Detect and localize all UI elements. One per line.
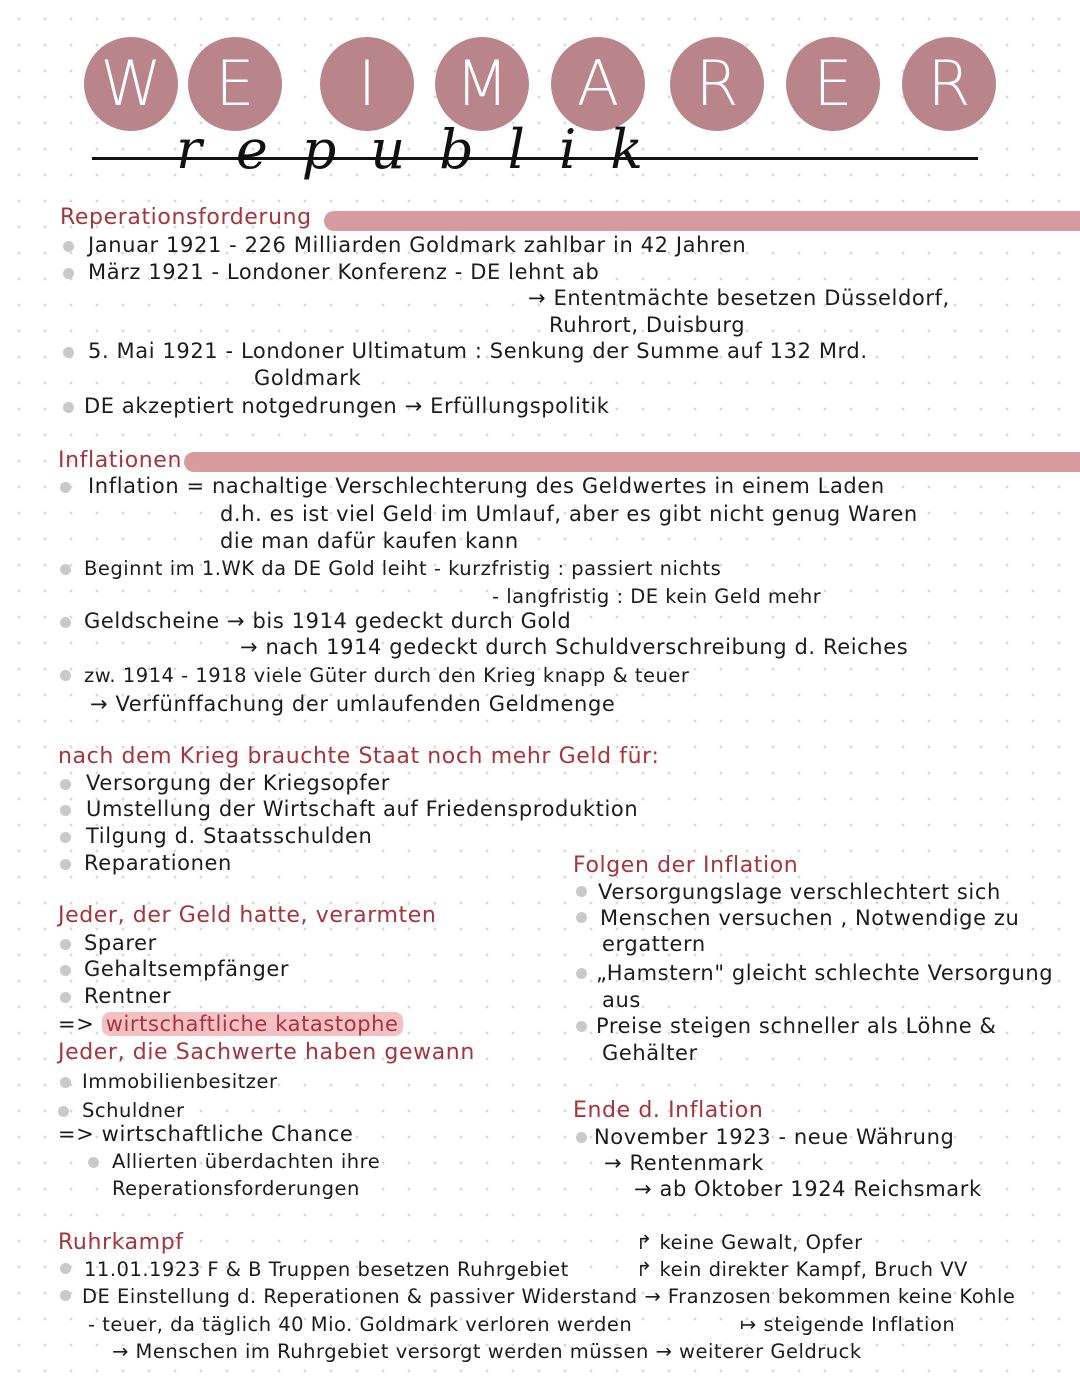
text-line: Versorgungslage verschlechtert sich xyxy=(598,880,1001,904)
bullet xyxy=(60,670,71,681)
list-item: Tilgung d. Staatsschulden xyxy=(86,824,373,848)
section-heading-consequences: Folgen der Inflation xyxy=(573,853,799,878)
result-line xyxy=(58,1012,403,1036)
text-line: → Verfünffachung der umlaufenden Geldmenge xyxy=(90,692,616,716)
section-heading-end: Ende d. Inflation xyxy=(573,1098,764,1123)
title-letter: A xyxy=(551,37,645,131)
section-heading-winners: Jeder, die Sachwerte haben gewann xyxy=(58,1040,475,1065)
list-item: Umstellung der Wirtschaft auf Friedensproduktion xyxy=(86,797,639,821)
text-line: ↱ kein direkter Kampf, Bruch VV xyxy=(636,1258,968,1281)
title-letter: E xyxy=(786,37,880,131)
bullet xyxy=(576,1132,587,1143)
text-line: 11.01.1923 F & B Truppen besetzen Ruhrgebiet xyxy=(84,1258,569,1281)
title-letter: W xyxy=(84,37,178,131)
bullet xyxy=(63,347,74,358)
text-line: Ruhrort, Duisburg xyxy=(549,313,746,337)
bullet xyxy=(60,564,71,575)
text-line: → Ententmächte besetzen Düsseldorf, xyxy=(528,286,950,310)
bullet xyxy=(60,965,71,976)
result-line: => wirtschaftliche Chance xyxy=(58,1122,354,1146)
bullet xyxy=(576,1021,587,1032)
bullet xyxy=(63,402,74,413)
title-letter: R xyxy=(670,37,764,131)
bullet xyxy=(60,805,71,816)
text-line: „Hamstern" gleicht schlechte Versorgung xyxy=(596,961,1054,985)
bullet xyxy=(60,992,71,1003)
text-line: ↦ steigende Inflation xyxy=(740,1313,956,1336)
text-line: - langfristig : DE kein Geld mehr xyxy=(492,585,822,608)
text-line: 5. Mai 1921 - Londoner Ultimatum : Senkung der Summe auf 132 Mrd. xyxy=(88,339,868,363)
bullet xyxy=(576,968,587,979)
text-line: DE Einstellung d. Reperationen & passiver Widerstand → Franzosen bekommen keine Kohle xyxy=(82,1285,1016,1308)
text-line: Beginnt im 1.WK da DE Gold leiht - kurzfristig : passiert nichts xyxy=(84,557,722,580)
list-item: Reparationen xyxy=(84,851,232,875)
text-line: November 1923 - neue Währung xyxy=(594,1125,955,1149)
title-letter: R xyxy=(902,37,996,131)
bullet xyxy=(60,779,71,790)
section-heading-inflation: Inflationen xyxy=(58,448,182,473)
text-line: Reperationsforderungen xyxy=(112,1177,360,1200)
section-heading-losers: Jeder, der Geld hatte, verarmten xyxy=(58,903,437,928)
text-line: DE akzeptiert notgedrungen → Erfüllungspolitik xyxy=(84,394,610,418)
text-line: ↱ keine Gewalt, Opfer xyxy=(636,1231,863,1254)
text-line: aus xyxy=(602,988,641,1012)
section-heading-after-war: nach dem Krieg brauchte Staat noch mehr Geld für: xyxy=(58,744,660,769)
bullet xyxy=(60,617,71,628)
text-line: d.h. es ist viel Geld im Umlauf, aber es gibt nicht genug Waren xyxy=(220,502,918,526)
text-line: Allierten überdachten ihre xyxy=(112,1150,381,1173)
bullet xyxy=(60,1263,71,1274)
bullet xyxy=(60,859,71,870)
text-line: → Menschen im Ruhrgebiet versorgt werden müssen → weiterer Geldruck xyxy=(112,1340,862,1363)
text-line: ergattern xyxy=(602,932,706,956)
bullet xyxy=(88,1157,99,1168)
text-line: Gehälter xyxy=(602,1041,698,1065)
text-line: Preise steigen schneller als Löhne & xyxy=(596,1014,997,1038)
bullet xyxy=(60,482,71,493)
text-line: Menschen versuchen , Notwendige zu xyxy=(600,906,1020,930)
title-letter: E xyxy=(188,37,282,131)
bullet xyxy=(60,1290,71,1301)
bullet xyxy=(60,1077,71,1088)
list-item: Schuldner xyxy=(82,1099,185,1122)
list-item: Rentner xyxy=(84,984,172,1008)
result-arrow: => xyxy=(58,1012,95,1036)
highlight-text: wirtschaftliche katastophe xyxy=(102,1012,403,1036)
text-line: - teuer, da täglich 40 Mio. Goldmark verloren werden xyxy=(88,1313,633,1336)
section-heading-reparation: Reperationsforderung xyxy=(60,205,312,230)
text-line: März 1921 - Londoner Konferenz - DE lehnt ab xyxy=(88,260,600,284)
bullet xyxy=(63,268,74,279)
text-line: → ab Oktober 1924 Reichsmark xyxy=(634,1177,982,1201)
bullet xyxy=(60,939,71,950)
text-line: Januar 1921 - 226 Milliarden Goldmark zahlbar in 42 Jahren xyxy=(88,233,747,257)
bullet xyxy=(576,886,587,897)
text-line: → nach 1914 gedeckt durch Schuldverschreibung d. Reiches xyxy=(240,635,909,659)
text-line: Goldmark xyxy=(254,366,362,390)
text-line: → Rentenmark xyxy=(604,1151,764,1175)
text-line: die man dafür kaufen kann xyxy=(220,529,519,553)
bullet xyxy=(576,912,587,923)
list-item: Versorgung der Kriegsopfer xyxy=(86,771,391,795)
title-letter: M xyxy=(435,37,529,131)
list-item: Gehaltsempfänger xyxy=(84,957,290,981)
list-item: Sparer xyxy=(84,931,157,955)
heading-bar xyxy=(184,452,1080,472)
text-line: Inflation = nachaltige Verschlechterung des Geldwertes in einem Laden xyxy=(88,474,885,498)
page-subtitle: republik xyxy=(176,118,677,181)
title-letter: I xyxy=(320,37,414,131)
bullet xyxy=(60,832,71,843)
heading-bar xyxy=(324,211,1080,231)
text-line: zw. 1914 - 1918 viele Güter durch den Krieg knapp & teuer xyxy=(84,664,690,687)
section-heading-ruhr: Ruhrkampf xyxy=(58,1230,184,1255)
list-item: Immobilienbesitzer xyxy=(82,1070,278,1093)
bullet xyxy=(63,241,74,252)
bullet xyxy=(58,1106,69,1117)
text-line: Geldscheine → bis 1914 gedeckt durch Gold xyxy=(84,609,572,633)
